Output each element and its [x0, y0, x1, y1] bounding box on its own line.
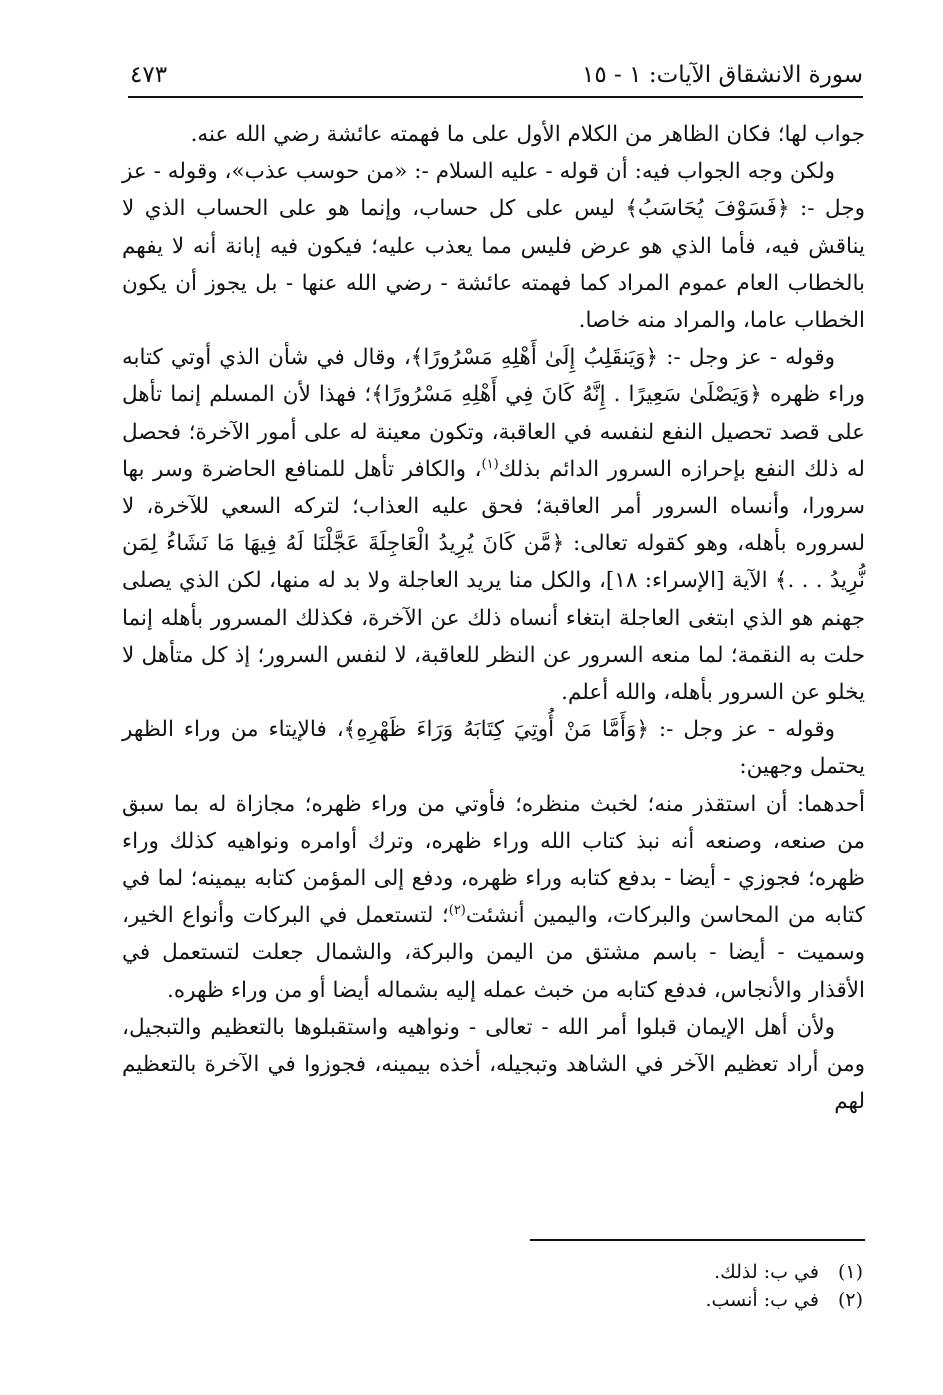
footnote-number: (١) [837, 1261, 863, 1283]
paragraph [122, 339, 865, 711]
paragraph-text: وقوله - عز وجل -: ﴿وَيَنقَلِبُ إِلَىٰ أَهْلِهِ مَسْرُورًا﴾، وقال في شأن الذي أوتي كتابه وراء ظهره ﴿وَيَصْلَىٰ سَعِيرًا . إِنَّهُ كَانَ فِي أَهْلِهِ مَسْرُورًا﴾؛ فهذا لأن المسلم إنما تأهل على قصد تحصيل النفع لنفسه في العاقبة، وتكون معينة له على أمور الآخرة؛ فحصل له ذلك النفع بإحرازه السرور الدائم بذلك [122, 345, 865, 482]
footnote-number: (٢) [837, 1289, 863, 1311]
paragraph: ولأن أهل الإيمان قبلوا أمر الله - تعالى - ونواهيه واستقبلوها بالتعظيم والتبجيل، ومن أراد تعظيم الآخر في الشاهد وتبجيله، أخذه بيمينه، فجوزوا في الآخرة بالتعظيم لهم [122, 1014, 865, 1115]
paragraph-text: أحدهما: أن استقذر منه؛ لخبث منظره؛ فأوتي من وراء ظهره؛ مجازاة له بما سبق من صنعه، وصنعه أنه نبذ كتاب الله وراء ظهره، وترك أوامره ونواهيه كذلك وراء ظهره؛ فجوزي - أيضا - بدفع كتابه وراء ظهره، ودفع إلى المؤمن كتابه بيمينه؛ لما في كتابه من المحاسن والبركات، واليمين أنشئت [122, 791, 865, 929]
footnote [400, 1286, 863, 1314]
paragraph [122, 786, 865, 1009]
footnote-text: في ب: أنسب. [705, 1289, 819, 1311]
page-number: ٤٧٣ [130, 62, 168, 88]
footnote-separator [530, 1239, 865, 1241]
footnote [400, 1258, 863, 1286]
footnote-marker[interactable]: (١) [481, 456, 499, 472]
main-text [122, 116, 865, 1120]
paragraph-text: ، والكافر تأهل للمنافع الحاضرة وسر بها سرورا، وأنساه السرور أمر العاقبة؛ فحق عليه العذاب؛ لتركه السعي للآخرة، لا لسروره بأهله، وهو كقوله تعالى: ﴿مَّن كَانَ يُرِيدُ الْعَاجِلَةَ عَجَّلْنَا لَهُ فِيهَا مَا نَشَاءُ لِمَن نُّرِيدُ . . .﴾ الآية [الإسراء: ١٨]، والكل منا يريد العاجلة ولا بد له منها، لكن الذي يصلى جهنم هو الذي ابتغى العاجلة ابتغاء أنساه ذلك عن الآخرة، فكذلك المسرور بأهله إنما حلت به النقمة؛ لما منعه السرور عن النظر للعاقبة، لا لنفس السرور؛ إذ كل متأهل لا يخلو عن السرور بأهله، والله أعلم. [122, 456, 866, 706]
footnote-text: في ب: لذلك. [714, 1261, 819, 1283]
footnotes [400, 1258, 863, 1314]
running-title: سورة الانشقاق الآيات: ١ - ١٥ [582, 62, 863, 88]
paragraph: ولكن وجه الجواب فيه: أن قوله - عليه السلام -: «من حوسب عذب»، وقوله - عز وجل -: ﴿فَسَوْفَ يُحَاسَبُ﴾ ليس على كل حساب، وإنما هو على الحساب الذي لا يناقش فيه، فأما الذي هو عرض فليس مما يعذب عليه؛ فيكون فيه إبانة أنه لا يفهم بالخطاب العام عموم المراد كما فهمته عائشة - رضي الله عنها - بل يجوز أن يكون الخطاب عاما، والمراد منه خاصا. [122, 159, 865, 334]
paragraph: وقوله - عز وجل -: ﴿وَأَمَّا مَنْ أُوتِيَ كِتَابَهُ وَرَاءَ ظَهْرِهِ﴾، فالإيتاء من وراء الظهر يحتمل وجهين: [122, 717, 865, 780]
paragraph: جواب لها؛ فكان الظاهر من الكلام الأول على ما فهمته عائشة رضي الله عنه. [190, 122, 865, 147]
running-header [128, 52, 863, 98]
footnote-marker[interactable]: (٢) [448, 903, 466, 919]
paragraph-text: ؛ لتستعمل في البركات وأنواع الخير، وسميت - أيضا - باسم مشتق من اليمن والبركة، والشمال جعلت لتستعمل في الأقذار والأنجاس، فدفع كتابه من خبث عمله إليه بشماله أيضا أو من وراء ظهره. [122, 903, 865, 1003]
